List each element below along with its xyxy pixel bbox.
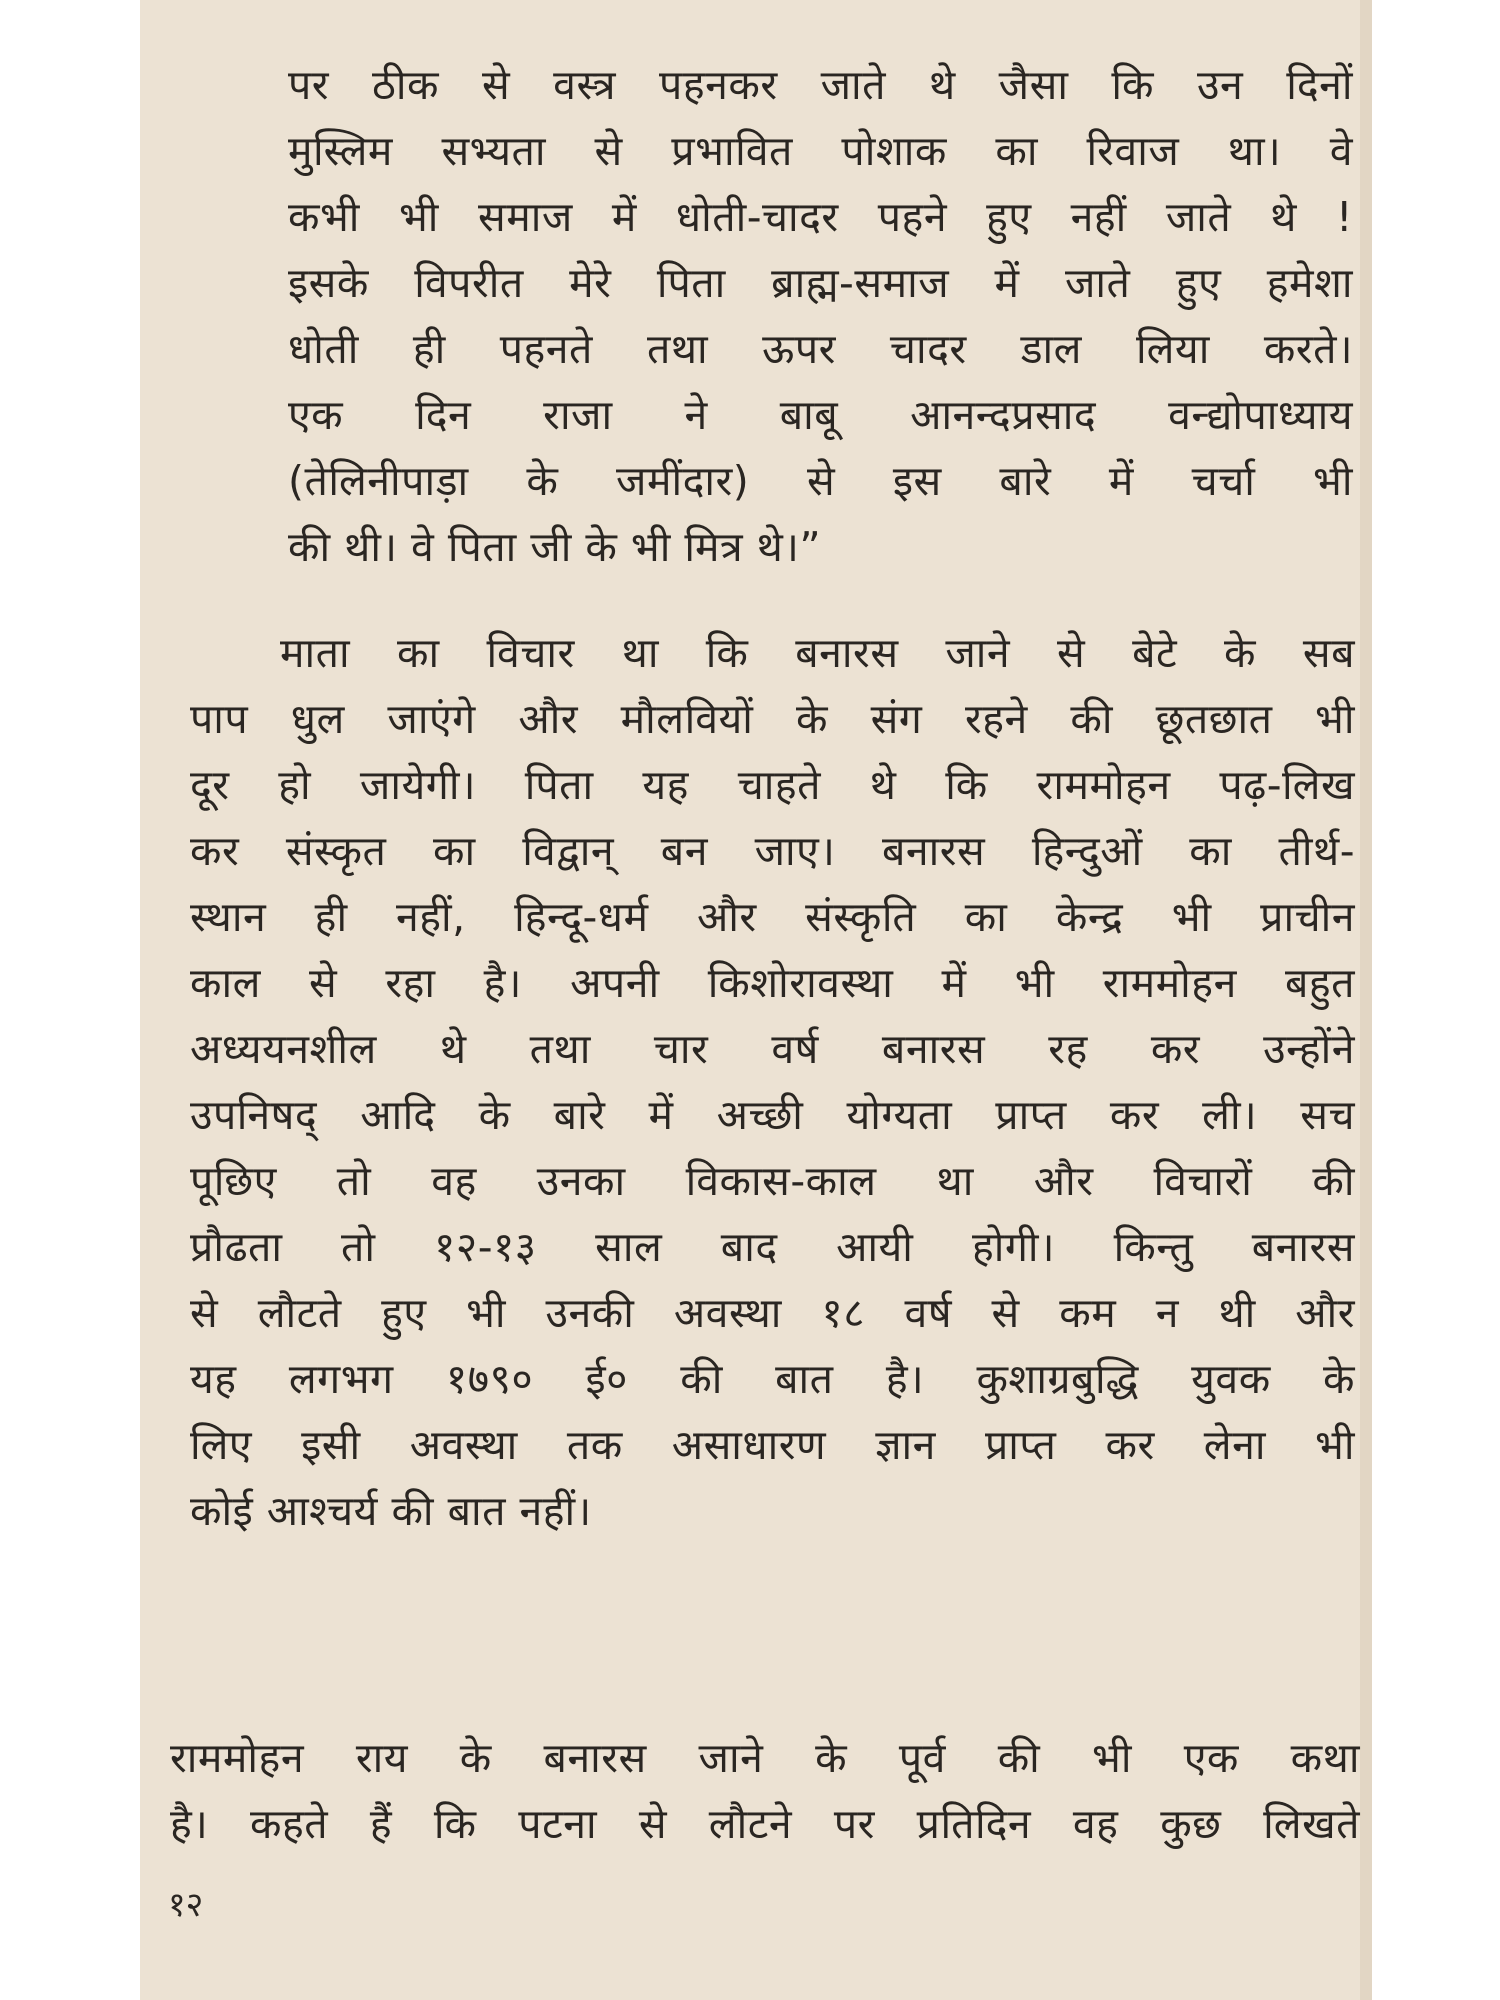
text-line: पूछिए तो वह उनका विकास-काल था और विचारों की	[190, 1157, 1355, 1205]
text-line: मुस्लिम सभ्यता से प्रभावित पोशाक का रिवाज था। वे	[288, 127, 1353, 175]
text-line: कोई आश्चर्य की बात नहीं।	[190, 1487, 592, 1535]
text-line: अध्ययनशील थे तथा चार वर्ष बनारस रह कर उन्होंने	[190, 1025, 1355, 1073]
text-line: की थी। वे पिता जी के भी मित्र थे।”	[288, 523, 822, 571]
text-line: लिए इसी अवस्था तक असाधारण ज्ञान प्राप्त कर लेना भी	[190, 1421, 1355, 1469]
text-line: धोती ही पहनते तथा ऊपर चादर डाल लिया करते।	[288, 325, 1353, 373]
scanned-book-page	[140, 0, 1372, 2000]
text-line: कभी भी समाज में धोती-चादर पहने हुए नहीं जाते थे !	[288, 193, 1353, 241]
body-paragraph-2	[170, 1725, 1360, 1857]
text-line: पर ठीक से वस्त्र पहनकर जाते थे जैसा कि उन दिनों	[288, 61, 1353, 109]
text-line: (तेलिनीपाड़ा के जमींदार) से इस बारे में चर्चा भी	[288, 457, 1353, 505]
text-line: इसके विपरीत मेरे पिता ब्राह्म-समाज में जाते हुए हमेशा	[288, 259, 1353, 307]
text-line: यह लगभग १७९० ई० की बात है। कुशाग्रबुद्धि युवक के	[190, 1355, 1355, 1403]
text-line: काल से रहा है। अपनी किशोरावस्था में भी राममोहन बहुत	[190, 959, 1355, 1007]
text-line: माता का विचार था कि बनारस जाने से बेटे के सब	[280, 629, 1355, 677]
text-line: राममोहन राय के बनारस जाने के पूर्व की भी एक कथा	[170, 1734, 1360, 1782]
body-paragraph	[190, 620, 1355, 1544]
page-number: १२	[168, 1885, 204, 1925]
text-line: कर संस्कृत का विद्वान् बन जाए। बनारस हिन्दुओं का तीर्थ-	[190, 827, 1355, 875]
text-line: पाप धुल जाएंगे और मौलवियों के संग रहने की छूतछात भी	[190, 695, 1355, 743]
text-line: है। कहते हैं कि पटना से लौटने पर प्रतिदिन वह कुछ लिखते	[170, 1800, 1360, 1848]
text-line: एक दिन राजा ने बाबू आनन्दप्रसाद वन्द्योपाध्याय	[288, 391, 1353, 439]
text-line: दूर हो जायेगी। पिता यह चाहते थे कि राममोहन पढ़-लिख	[190, 761, 1355, 809]
text-line: उपनिषद् आदि के बारे में अच्छी योग्यता प्राप्त कर ली। सच	[190, 1091, 1355, 1139]
quoted-passage	[288, 52, 1353, 580]
text-line: प्रौढता तो १२-१३ साल बाद आयी होगी। किन्तु बनारस	[190, 1223, 1355, 1271]
text-line: से लौटते हुए भी उनकी अवस्था १८ वर्ष से कम न थी और	[190, 1289, 1355, 1337]
text-line: स्थान ही नहीं, हिन्दू-धर्म और संस्कृति का केन्द्र भी प्राचीन	[190, 893, 1355, 941]
paper-edge	[1360, 0, 1372, 2000]
